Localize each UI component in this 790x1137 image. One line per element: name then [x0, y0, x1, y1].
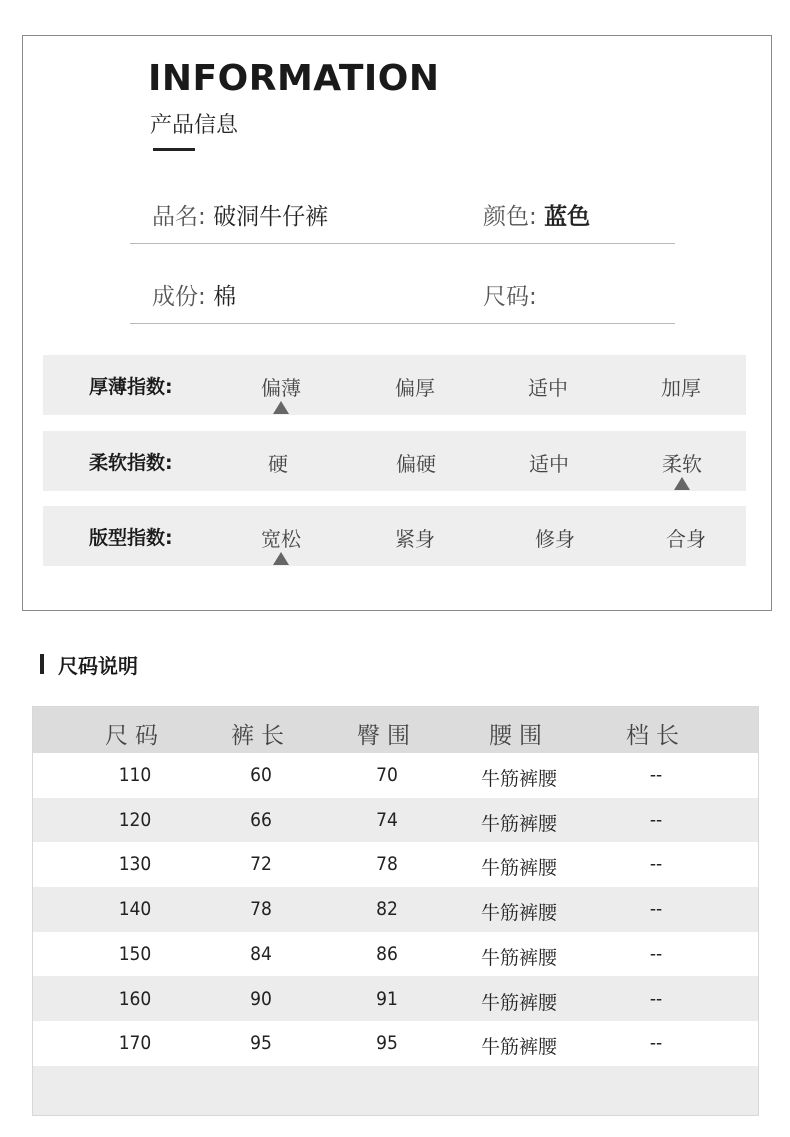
header-pants-length: 裤长: [231, 723, 291, 749]
table-row: [33, 1021, 758, 1066]
info-row-material-size: [130, 244, 675, 324]
cell-size: 110: [118, 764, 152, 786]
cell-rise: --: [649, 1032, 663, 1055]
color-label: 颜色:: [483, 204, 537, 230]
cell-pants-length: 78: [250, 898, 272, 921]
softness-selected-marker-icon: [674, 477, 690, 490]
cell-size: 120: [118, 808, 152, 831]
table-row: [33, 798, 758, 843]
header-waist: 腰围: [489, 723, 549, 749]
cell-pants-length: 95: [250, 1032, 272, 1055]
cell-hip: 86: [376, 942, 398, 965]
material-label: 成份:: [152, 284, 206, 310]
product-name-label: 品名:: [152, 204, 206, 230]
size-field: [483, 278, 537, 311]
thickness-option-thin: 偏薄: [261, 376, 301, 400]
cell-hip: 70: [376, 764, 398, 786]
cell-size: 170: [118, 1032, 152, 1055]
product-info-subtitle: 产品信息: [150, 113, 239, 138]
header-rise: 档长: [626, 723, 686, 749]
cell-size: 130: [118, 853, 152, 876]
title-underline: [153, 148, 195, 151]
fit-index-label: 版型指数:: [89, 527, 173, 549]
size-chart-heading-text: 尺码说明: [58, 654, 138, 678]
thickness-option-slightly-thick: 偏厚: [395, 376, 435, 400]
product-information-panel: [22, 35, 772, 611]
header-hip: 臀围: [357, 723, 417, 749]
cell-pants-length: 90: [250, 987, 272, 1010]
thickness-option-medium: 适中: [528, 376, 568, 400]
heading-bar-icon: [40, 654, 44, 674]
cell-waist: 牛筋裤腰: [480, 991, 557, 1014]
softness-index-row: [43, 431, 746, 491]
cell-rise: --: [649, 764, 663, 786]
color-value: 蓝色: [544, 204, 591, 230]
softness-index-label: 柔软指数:: [89, 452, 173, 474]
softness-option-slightly-hard: 偏硬: [396, 452, 436, 476]
table-row: [33, 887, 758, 932]
cell-rise: --: [649, 808, 663, 831]
size-table-header: [33, 707, 758, 753]
cell-size: 140: [118, 898, 152, 921]
table-row: [33, 977, 758, 1022]
cell-waist: 牛筋裤腰: [480, 946, 557, 969]
material-value: 棉: [213, 284, 237, 310]
cell-rise: --: [649, 898, 663, 921]
cell-size: 150: [118, 942, 152, 965]
cell-hip: 95: [376, 1032, 398, 1055]
cell-hip: 91: [376, 987, 398, 1010]
fit-index-row: [43, 506, 746, 566]
table-row: [33, 842, 758, 887]
cell-waist: 牛筋裤腰: [480, 812, 557, 835]
softness-option-soft: 柔软: [662, 452, 702, 476]
color-field: [483, 198, 590, 231]
cell-pants-length: 66: [250, 808, 272, 831]
cell-pants-length: 72: [250, 853, 272, 876]
cell-pants-length: 84: [250, 942, 272, 965]
cell-waist: 牛筋裤腰: [480, 857, 557, 880]
cell-hip: 78: [376, 853, 398, 876]
fit-selected-marker-icon: [273, 552, 289, 565]
cell-hip: 82: [376, 898, 398, 921]
thickness-index-row: [43, 355, 746, 415]
material-field: [152, 278, 236, 311]
product-name-field: [152, 198, 328, 231]
table-row: [33, 753, 758, 798]
cell-waist: 牛筋裤腰: [480, 902, 557, 925]
fit-option-slim: 修身: [535, 527, 575, 551]
fit-option-regular: 合身: [666, 527, 706, 551]
product-name-value: 破洞牛仔裤: [213, 204, 329, 230]
fit-option-tight: 紧身: [395, 527, 435, 551]
cell-waist: 牛筋裤腰: [480, 768, 557, 790]
thickness-option-thick: 加厚: [661, 376, 701, 400]
cell-waist: 牛筋裤腰: [480, 1036, 557, 1059]
cell-rise: --: [649, 942, 663, 965]
thickness-index-label: 厚薄指数:: [89, 376, 173, 398]
info-row-name-color: [130, 164, 675, 244]
size-chart-table: [32, 706, 759, 1116]
cell-hip: 74: [376, 808, 398, 831]
header-size: 尺码: [105, 723, 165, 749]
softness-option-hard: 硬: [268, 452, 288, 476]
cell-rise: --: [649, 853, 663, 876]
size-label: 尺码:: [483, 284, 537, 310]
thickness-selected-marker-icon: [273, 401, 289, 414]
cell-pants-length: 60: [250, 764, 272, 786]
fit-option-loose: 宽松: [261, 527, 301, 551]
information-title: INFORMATION: [148, 58, 440, 99]
cell-rise: --: [649, 987, 663, 1010]
cell-size: 160: [118, 987, 152, 1010]
softness-option-medium: 适中: [529, 452, 569, 476]
table-row: [33, 932, 758, 977]
